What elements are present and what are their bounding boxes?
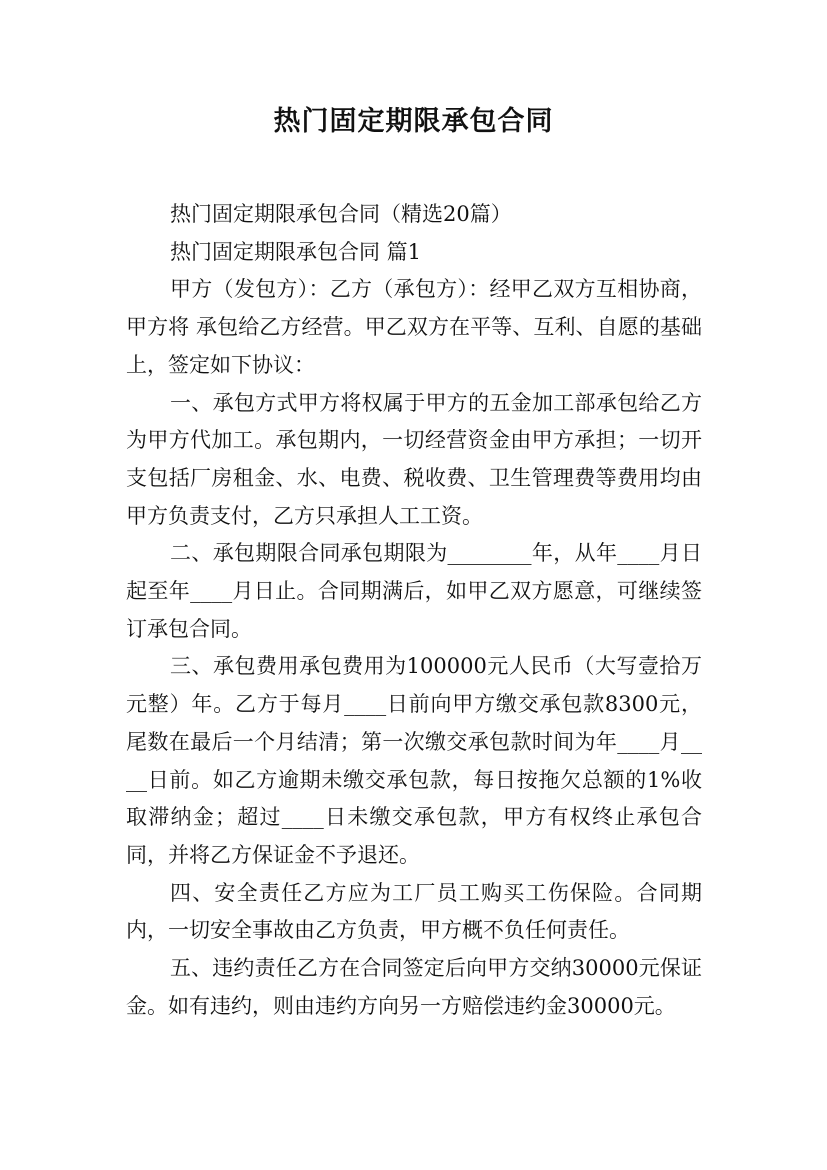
paragraph-clause-3: 三、承包费用承包费用为100000元人民币（大写壹拾万元整）年。乙方于每月____日前向甲方缴交承包款8300元，尾数在最后一个月结清；第一次缴交承包款时间为年____月____日前。如乙方逾期未缴交承包款，每日按拖欠总额的1%收取滞纳金；超过____日未缴交承包款，甲方有权终止承包合同，并将乙方保证金不予退还。: [126, 654, 702, 867]
document-title: 热门固定期限承包合同: [273, 106, 554, 137]
paragraph-clause-5: 五、违约责任乙方在合同签定后向甲方交纳30000元保证金。如有违约，则由违约方向另一方赔偿违约金30000元。: [126, 956, 702, 1018]
paragraph-clause-2: 二、承包期限合同承包期限为________年，从年____月日起至年____月日止。合同期满后，如甲乙双方愿意，可继续签订承包合同。: [126, 541, 702, 641]
document-body: [126, 196, 702, 1025]
paragraph-parties: 甲方（发包方）：乙方（承包方）：经甲乙双方互相协商，甲方将 承包给乙方经营。甲乙双方在平等、互利、自愿的基础上，签定如下协议：: [126, 277, 702, 377]
paragraph-subtitle: 热门固定期限承包合同（精选20篇）: [170, 202, 512, 226]
paragraph-clause-1: 一、承包方式甲方将权属于甲方的五金加工部承包给乙方为甲方代加工。承包期内，一切经营资金由甲方承担；一切开支包括厂房租金、水、电费、税收费、卫生管理费等费用均由甲方负责支付，乙方只承担人工工资。: [126, 390, 702, 528]
paragraph-section-heading: 热门固定期限承包合同 篇1: [170, 239, 422, 264]
paragraph-clause-4: 四、安全责任乙方应为工厂员工购买工伤保险。合同期内，一切安全事故由乙方负责，甲方概不负任何责任。: [126, 880, 702, 943]
